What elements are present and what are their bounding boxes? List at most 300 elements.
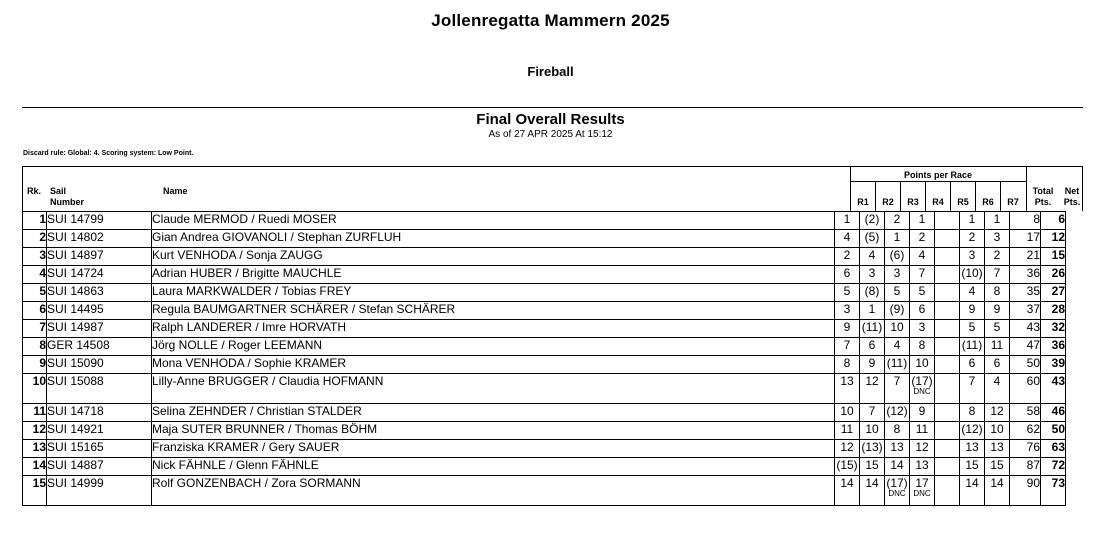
- race-points-cell: [935, 212, 960, 230]
- race-points-value: 4: [968, 284, 976, 298]
- race-points-cell: [960, 356, 985, 374]
- total-points-cell: 58: [1010, 404, 1041, 422]
- race-points-value: 8: [918, 338, 926, 352]
- race-points-value: 1: [968, 212, 976, 226]
- crew-name-cell: Gian Andrea GIOVANOLI / Stephan ZURFLUH: [152, 230, 835, 248]
- header-grid-line: [875, 181, 876, 211]
- net-points-cell: 73: [1041, 476, 1066, 506]
- race-points-cell: [985, 320, 1010, 338]
- total-points-cell: 87: [1010, 458, 1041, 476]
- race-points-value: 15: [965, 458, 979, 472]
- sail-number-cell: SUI 15088: [47, 374, 152, 404]
- total-points-cell: 43: [1010, 320, 1041, 338]
- race-points-value: 8: [893, 422, 901, 436]
- race-points-cell: [860, 212, 885, 230]
- race-points-cell: [885, 404, 910, 422]
- net-header-line2: Pts.: [1063, 197, 1081, 207]
- race-points-cell: [985, 476, 1010, 506]
- rank-cell: 9: [23, 356, 47, 374]
- race-points-value: (17): [886, 476, 908, 490]
- race-points-cell: [935, 248, 960, 266]
- race-points-cell: [985, 338, 1010, 356]
- race-points-cell: [910, 476, 935, 506]
- race-points-value: 5: [993, 320, 1001, 334]
- table-row: [23, 338, 1066, 356]
- race-points-cell: [910, 266, 935, 284]
- race-points-value: 5: [918, 284, 926, 298]
- net-points-cell: 72: [1041, 458, 1066, 476]
- race-points-value: (13): [861, 440, 883, 454]
- net-points-cell: 26: [1041, 266, 1066, 284]
- race-points-cell: [910, 422, 935, 440]
- race-points-value: (11): [886, 356, 908, 370]
- race-points-cell: [935, 374, 960, 404]
- race-points-value: 9: [993, 302, 1001, 316]
- race-points-value: 2: [993, 248, 1001, 262]
- sail-number-cell: SUI 14987: [47, 320, 152, 338]
- race-points-cell: [860, 320, 885, 338]
- net-points-cell: 27: [1041, 284, 1066, 302]
- table-row: [23, 212, 1066, 230]
- race-points-value: 1: [893, 230, 901, 244]
- race-points-cell: [885, 356, 910, 374]
- race-points-cell: [910, 374, 935, 404]
- header-grid-line: [850, 166, 851, 211]
- race-header-r6: R6: [982, 197, 994, 207]
- race-points-cell: [985, 284, 1010, 302]
- race-points-cell: [985, 440, 1010, 458]
- race-points-cell: [935, 440, 960, 458]
- race-points-cell: [935, 320, 960, 338]
- race-points-cell: [885, 266, 910, 284]
- race-points-cell: [835, 476, 860, 506]
- race-points-value: 7: [843, 338, 851, 352]
- race-points-cell: [885, 248, 910, 266]
- sail-number-cell: GER 14508: [47, 338, 152, 356]
- race-points-value: (15): [836, 458, 858, 472]
- race-points-cell: [985, 404, 1010, 422]
- table-row: [23, 266, 1066, 284]
- rank-cell: 12: [23, 422, 47, 440]
- race-header-r2: R2: [882, 197, 894, 207]
- race-points-value: 6: [868, 338, 876, 352]
- race-points-cell: [985, 212, 1010, 230]
- header-grid-line: [22, 166, 23, 211]
- net-points-cell: 43: [1041, 374, 1066, 404]
- race-points-cell: [860, 440, 885, 458]
- total-points-cell: 90: [1010, 476, 1041, 506]
- race-points-value: 3: [918, 320, 926, 334]
- race-points-value: 11: [915, 422, 929, 436]
- rank-cell: 13: [23, 440, 47, 458]
- race-points-value: 10: [840, 404, 854, 418]
- sail-number-cell: SUI 14724: [47, 266, 152, 284]
- race-points-cell: [985, 422, 1010, 440]
- total-header-line1: Total: [1032, 186, 1054, 196]
- race-points-cell: [835, 302, 860, 320]
- total-points-cell: 17: [1010, 230, 1041, 248]
- race-points-cell: [885, 476, 910, 506]
- race-points-cell: [885, 320, 910, 338]
- race-points-value: 13: [915, 458, 929, 472]
- race-points-cell: [960, 320, 985, 338]
- sail-number-cell: SUI 14802: [47, 230, 152, 248]
- sail-number-header: [50, 186, 84, 208]
- race-points-value: 13: [840, 374, 854, 388]
- crew-name-cell: Mona VENHODA / Sophie KRAMER: [152, 356, 835, 374]
- crew-name-cell: Jörg NOLLE / Roger LEEMANN: [152, 338, 835, 356]
- crew-name-cell: Claude MERMOD / Ruedi MOSER: [152, 212, 835, 230]
- race-points-cell: [935, 356, 960, 374]
- crew-name-cell: Laura MARKWALDER / Tobias FREY: [152, 284, 835, 302]
- total-points-cell: 47: [1010, 338, 1041, 356]
- race-points-value: (8): [864, 284, 880, 298]
- crew-name-cell: Franziska KRAMER / Gery SAUER: [152, 440, 835, 458]
- race-points-cell: [885, 338, 910, 356]
- race-points-cell: [835, 458, 860, 476]
- race-points-value: 6: [918, 302, 926, 316]
- race-points-cell: [935, 458, 960, 476]
- race-points-cell: [885, 458, 910, 476]
- race-header-r1: R1: [857, 197, 869, 207]
- total-points-cell: 62: [1010, 422, 1041, 440]
- race-points-cell: [960, 338, 985, 356]
- race-points-value: 2: [968, 230, 976, 244]
- race-points-cell: [910, 404, 935, 422]
- race-points-cell: [885, 302, 910, 320]
- sail-number-cell: SUI 14863: [47, 284, 152, 302]
- race-points-cell: [835, 230, 860, 248]
- race-points-value: 7: [993, 266, 1001, 280]
- sail-header-line1: Sail: [50, 186, 67, 196]
- race-points-cell: [910, 320, 935, 338]
- race-points-cell: [985, 230, 1010, 248]
- rank-cell: 3: [23, 248, 47, 266]
- race-points-cell: [910, 458, 935, 476]
- race-points-cell: [985, 356, 1010, 374]
- race-points-cell: [985, 302, 1010, 320]
- discard-rule: Discard rule: Global: 4. Scoring system: Low Point.: [23, 150, 194, 157]
- race-points-cell: [860, 248, 885, 266]
- rank-cell: 6: [23, 302, 47, 320]
- race-points-cell: [910, 212, 935, 230]
- race-points-value: (2): [864, 212, 880, 226]
- race-points-cell: [835, 212, 860, 230]
- race-points-value: (11): [961, 338, 983, 352]
- race-points-cell: [860, 458, 885, 476]
- race-points-cell: [985, 266, 1010, 284]
- crew-name-cell: Ralph LANDERER / Imre HORVATH: [152, 320, 835, 338]
- race-points-value: 1: [918, 212, 926, 226]
- race-points-value: 7: [868, 404, 876, 418]
- race-points-value: 3: [868, 266, 876, 280]
- race-points-cell: [960, 458, 985, 476]
- race-points-cell: [960, 404, 985, 422]
- race-points-value: 4: [868, 248, 876, 262]
- race-points-cell: [985, 374, 1010, 404]
- race-points-value: 2: [893, 212, 901, 226]
- race-points-value: 3: [893, 266, 901, 280]
- table-row: [23, 248, 1066, 266]
- total-points-cell: 76: [1010, 440, 1041, 458]
- race-points-value: 10: [915, 356, 929, 370]
- table-row: [23, 230, 1066, 248]
- net-points-cell: 46: [1041, 404, 1066, 422]
- sail-number-cell: SUI 15165: [47, 440, 152, 458]
- race-points-cell: [835, 422, 860, 440]
- race-points-value: 10: [990, 422, 1004, 436]
- race-points-cell: [910, 302, 935, 320]
- rank-cell: 10: [23, 374, 47, 404]
- table-row: [23, 302, 1066, 320]
- race-points-value: (10): [961, 266, 983, 280]
- header-grid-line: [1026, 166, 1027, 211]
- total-points-cell: 35: [1010, 284, 1041, 302]
- table-row: [23, 440, 1066, 458]
- race-points-value: 15: [865, 458, 879, 472]
- race-points-value: 8: [993, 284, 1001, 298]
- total-points-cell: 8: [1010, 212, 1041, 230]
- sail-number-cell: SUI 14495: [47, 302, 152, 320]
- race-points-value: 15: [990, 458, 1004, 472]
- race-points-cell: [860, 356, 885, 374]
- total-points-cell: 37: [1010, 302, 1041, 320]
- race-points-cell: [960, 476, 985, 506]
- race-points-cell: [835, 404, 860, 422]
- race-header-r4: R4: [932, 197, 944, 207]
- results-table: [22, 211, 1066, 506]
- race-points-cell: [860, 284, 885, 302]
- header-grid-line: [975, 181, 976, 211]
- sail-number-cell: SUI 14999: [47, 476, 152, 506]
- event-title: Jollenregatta Mammern 2025: [431, 11, 670, 30]
- table-row: [23, 374, 1066, 404]
- race-points-cell: [960, 248, 985, 266]
- race-points-cell: [835, 374, 860, 404]
- race-points-value: 4: [893, 338, 901, 352]
- net-points-cell: 39: [1041, 356, 1066, 374]
- race-points-cell: [885, 440, 910, 458]
- race-points-cell: [935, 404, 960, 422]
- crew-name-cell: Selina ZEHNDER / Christian STALDER: [152, 404, 835, 422]
- report-title: Final Overall Results: [476, 111, 625, 128]
- race-points-cell: [960, 422, 985, 440]
- race-points-value: 9: [868, 356, 876, 370]
- race-points-cell: [860, 338, 885, 356]
- race-points-cell: [885, 284, 910, 302]
- race-points-cell: [935, 302, 960, 320]
- header-grid-line: [925, 181, 926, 211]
- race-points-cell: [935, 338, 960, 356]
- race-points-value: 3: [993, 230, 1001, 244]
- race-header-r3: R3: [907, 197, 919, 207]
- crew-name-cell: Maja SUTER BRUNNER / Thomas BÖHM: [152, 422, 835, 440]
- race-points-cell: [910, 338, 935, 356]
- sail-number-cell: SUI 14799: [47, 212, 152, 230]
- race-points-value: 7: [968, 374, 976, 388]
- race-points-cell: [835, 440, 860, 458]
- header-grid-line: [900, 181, 901, 211]
- race-points-value: 3: [843, 302, 851, 316]
- race-points-cell: [860, 230, 885, 248]
- total-points-cell: 50: [1010, 356, 1041, 374]
- race-points-cell: [935, 422, 960, 440]
- race-points-cell: [935, 266, 960, 284]
- race-points-cell: [960, 374, 985, 404]
- rank-cell: 15: [23, 476, 47, 506]
- net-points-cell: 63: [1041, 440, 1066, 458]
- race-points-cell: [960, 302, 985, 320]
- race-points-value: 2: [843, 248, 851, 262]
- race-points-cell: [885, 374, 910, 404]
- race-points-value: (12): [886, 404, 908, 418]
- race-points-value: (12): [961, 422, 983, 436]
- table-top-border: [22, 166, 1083, 167]
- penalty-code: DNC: [913, 489, 931, 498]
- race-points-value: 1: [993, 212, 1001, 226]
- race-points-cell: [910, 440, 935, 458]
- table-row: [23, 356, 1066, 374]
- table-row: [23, 284, 1066, 302]
- race-points-value: (11): [861, 320, 883, 334]
- race-points-cell: [985, 458, 1010, 476]
- total-points-cell: 60: [1010, 374, 1041, 404]
- race-points-cell: [960, 230, 985, 248]
- total-points-cell: 36: [1010, 266, 1041, 284]
- race-points-value: (5): [864, 230, 880, 244]
- sail-number-cell: SUI 14718: [47, 404, 152, 422]
- crew-name-cell: Lilly-Anne BRUGGER / Claudia HOFMANN: [152, 374, 835, 404]
- rank-cell: 14: [23, 458, 47, 476]
- race-points-value: 11: [840, 422, 854, 436]
- race-points-cell: [885, 212, 910, 230]
- race-points-cell: [910, 356, 935, 374]
- race-points-value: 9: [968, 302, 976, 316]
- race-points-cell: [935, 476, 960, 506]
- rank-header: Rk.: [27, 186, 42, 196]
- race-points-cell: [835, 338, 860, 356]
- race-points-value: 5: [968, 320, 976, 334]
- race-points-cell: [860, 302, 885, 320]
- race-points-cell: [910, 284, 935, 302]
- table-row: [23, 476, 1066, 506]
- rank-cell: 7: [23, 320, 47, 338]
- total-points-cell: 21: [1010, 248, 1041, 266]
- net-points-header: [1060, 186, 1084, 208]
- header-grid-line: [1000, 181, 1001, 211]
- race-points-value: 1: [843, 212, 851, 226]
- race-points-value: 12: [990, 404, 1004, 418]
- race-points-value: 10: [890, 320, 904, 334]
- race-points-cell: [910, 230, 935, 248]
- net-header-line1: Net: [1064, 186, 1080, 196]
- race-points-value: 13: [965, 440, 979, 454]
- race-points-cell: [860, 374, 885, 404]
- net-points-cell: 6: [1041, 212, 1066, 230]
- points-per-race-header: Points per Race: [903, 170, 973, 180]
- table-row: [23, 320, 1066, 338]
- rank-cell: 8: [23, 338, 47, 356]
- penalty-code: DNC: [913, 387, 931, 396]
- total-header-line2: Pts.: [1034, 197, 1052, 207]
- race-points-value: 8: [843, 356, 851, 370]
- crew-name-cell: Adrian HUBER / Brigitte MAUCHLE: [152, 266, 835, 284]
- race-points-value: 13: [990, 440, 1004, 454]
- race-points-value: (17): [911, 374, 933, 388]
- race-points-cell: [860, 266, 885, 284]
- race-points-cell: [885, 230, 910, 248]
- race-points-value: 12: [840, 440, 854, 454]
- race-points-value: 11: [990, 338, 1004, 352]
- race-points-cell: [960, 212, 985, 230]
- crew-name-cell: Regula BAUMGARTNER SCHÄRER / Stefan SCHÄRER: [152, 302, 835, 320]
- rank-cell: 11: [23, 404, 47, 422]
- race-points-value: 6: [993, 356, 1001, 370]
- race-points-value: 5: [843, 284, 851, 298]
- rank-cell: 4: [23, 266, 47, 284]
- race-points-cell: [935, 230, 960, 248]
- race-points-value: 10: [865, 422, 879, 436]
- race-points-cell: [835, 248, 860, 266]
- race-points-cell: [835, 284, 860, 302]
- name-header: Name: [163, 186, 188, 196]
- net-points-cell: 15: [1041, 248, 1066, 266]
- sail-header-line2: Number: [50, 197, 85, 207]
- race-points-cell: [935, 284, 960, 302]
- race-points-value: 13: [890, 440, 904, 454]
- race-points-cell: [860, 476, 885, 506]
- race-points-value: 9: [843, 320, 851, 334]
- race-points-cell: [835, 266, 860, 284]
- sail-number-cell: SUI 14887: [47, 458, 152, 476]
- header-grid-line: [1082, 166, 1083, 211]
- race-points-value: 14: [990, 476, 1004, 490]
- race-points-cell: [960, 284, 985, 302]
- net-points-cell: 12: [1041, 230, 1066, 248]
- race-points-value: 6: [843, 266, 851, 280]
- net-points-cell: 50: [1041, 422, 1066, 440]
- race-points-value: 17: [915, 476, 929, 490]
- race-points-cell: [885, 422, 910, 440]
- race-points-value: 6: [968, 356, 976, 370]
- table-row: [23, 458, 1066, 476]
- net-points-cell: 32: [1041, 320, 1066, 338]
- table-row: [23, 404, 1066, 422]
- rank-cell: 2: [23, 230, 47, 248]
- race-points-cell: [985, 248, 1010, 266]
- race-header-r7: R7: [1007, 197, 1019, 207]
- sail-number-cell: SUI 15090: [47, 356, 152, 374]
- crew-name-cell: Kurt VENHODA / Sonja ZAUGG: [152, 248, 835, 266]
- race-points-value: 2: [918, 230, 926, 244]
- crew-name-cell: Rolf GONZENBACH / Zora SORMANN: [152, 476, 835, 506]
- race-points-value: 12: [865, 374, 879, 388]
- race-points-value: 4: [918, 248, 926, 262]
- report-date: As of 27 APR 2025 At 15:12: [488, 129, 613, 140]
- total-points-header: [1028, 186, 1058, 208]
- race-points-value: 1: [868, 302, 876, 316]
- race-points-value: 8: [968, 404, 976, 418]
- net-points-cell: 36: [1041, 338, 1066, 356]
- race-points-cell: [835, 356, 860, 374]
- table-row: [23, 422, 1066, 440]
- race-points-value: 14: [890, 458, 904, 472]
- race-points-cell: [860, 404, 885, 422]
- race-points-value: 14: [865, 476, 879, 490]
- race-points-value: 4: [993, 374, 1001, 388]
- sail-number-cell: SUI 14921: [47, 422, 152, 440]
- race-points-value: 4: [843, 230, 851, 244]
